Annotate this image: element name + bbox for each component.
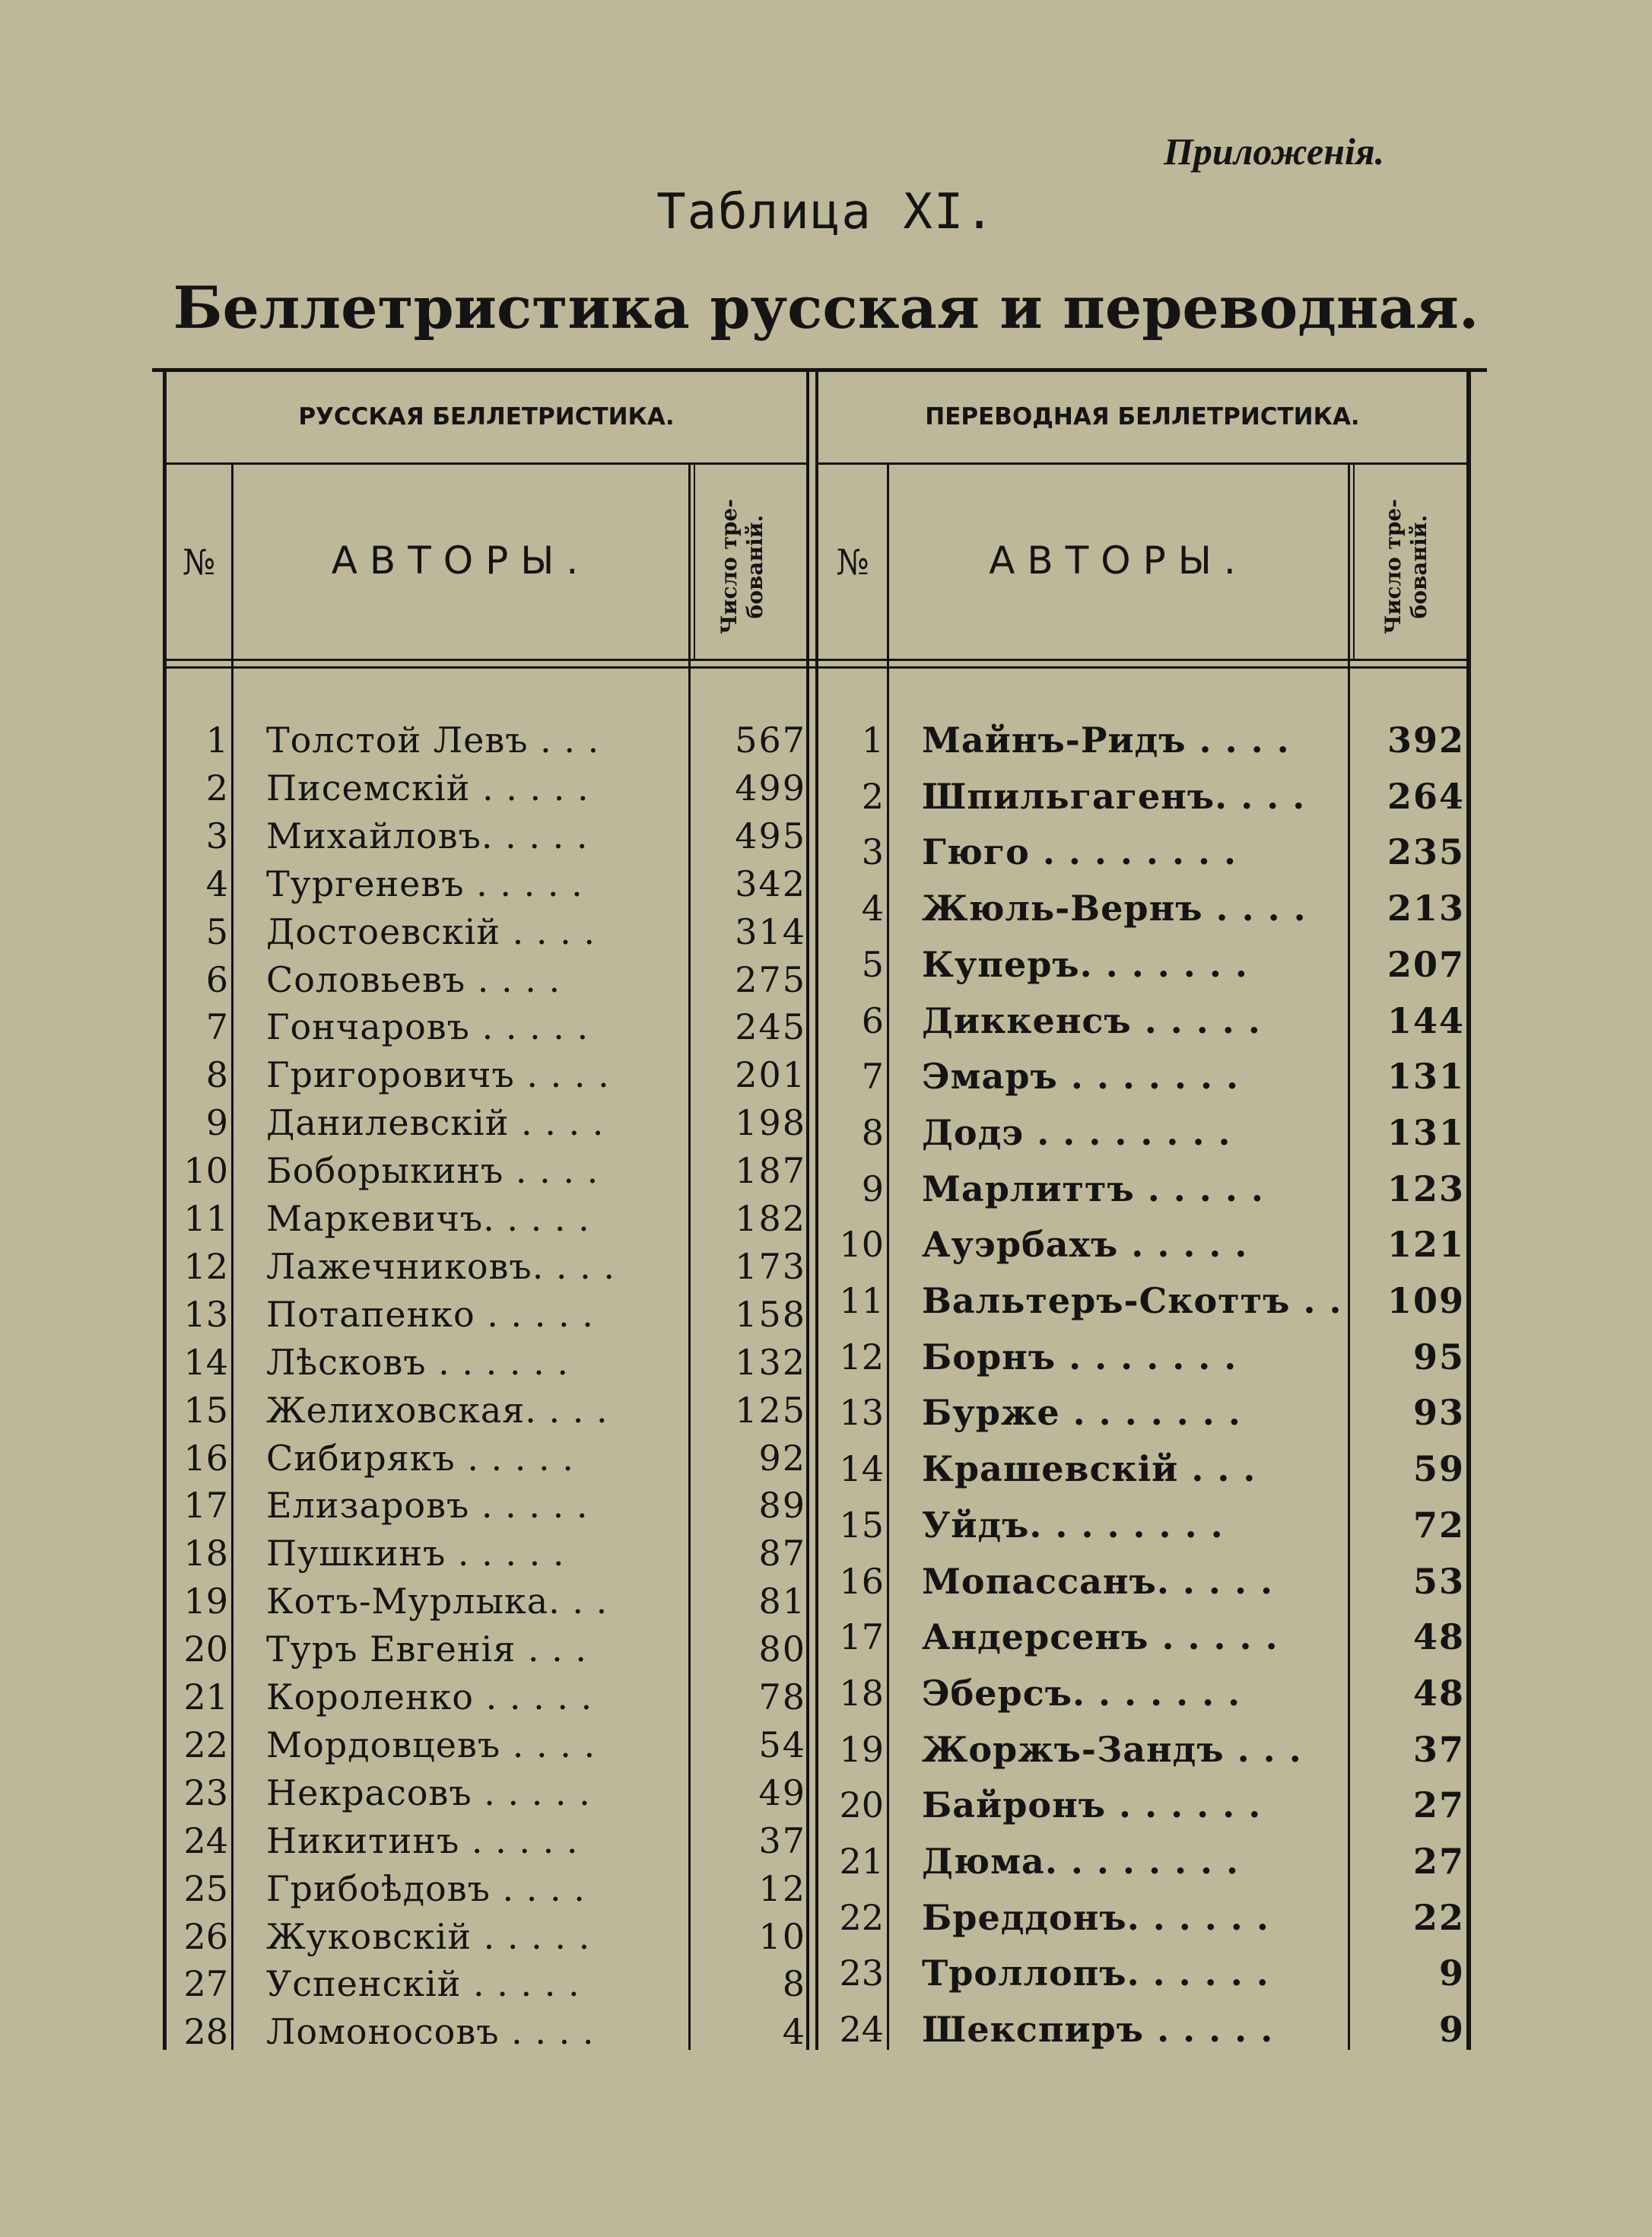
request-count: 49 [758,1771,806,1813]
author-name: Марлиттъ . . . . . [922,1168,1264,1209]
request-count: 27 [1412,1841,1465,1882]
author-name: Боборыкинъ . . . . [266,1150,599,1192]
ru-count-col-rule-a [688,465,691,2050]
request-count: 314 [735,910,806,952]
row-number: 7 [861,1056,884,1098]
author-name: Лѣсковъ . . . . . . [266,1341,569,1383]
author-name: Шпильгагенъ. . . . [922,775,1306,817]
row-number: 16 [839,1560,884,1602]
request-count: 187 [735,1150,806,1192]
russian-no-header: № [182,542,216,583]
request-count: 392 [1387,720,1465,761]
request-count: 144 [1387,999,1465,1041]
author-name: Майнъ-Ридъ . . . . [922,720,1290,761]
author-name: Толстой Левъ . . . [266,720,600,761]
author-name: Бурже . . . . . . . [922,1392,1241,1434]
author-name: Григоровичъ . . . . [266,1054,610,1096]
row-number: 26 [183,1915,228,1957]
tr-count-col-rule-a [1348,465,1350,2050]
request-count: 4 [782,2011,806,2053]
request-count: 78 [758,1676,806,1717]
request-count: 53 [1412,1560,1465,1602]
request-count: 342 [735,863,806,904]
row-number: 16 [183,1437,228,1479]
row-number: 13 [839,1392,884,1434]
author-name: Ломоносовъ . . . . [266,2011,595,2053]
request-count: 213 [1387,888,1465,929]
translated-requests-header-line1: Число тре- [1380,499,1406,634]
author-name: Бреддонъ. . . . . . [922,1896,1269,1938]
row-number: 1 [861,720,884,761]
request-count: 264 [1387,775,1465,817]
row-number: 17 [839,1616,884,1658]
row-number: 7 [205,1006,228,1048]
row-number: 18 [183,1533,228,1574]
request-count: 22 [1412,1896,1465,1938]
row-number: 15 [183,1389,228,1431]
row-number: 19 [183,1581,228,1622]
row-number: 22 [183,1724,228,1765]
row-number: 5 [205,910,228,952]
row-number: 18 [839,1672,884,1714]
author-name: Писемскій . . . . . [266,767,589,809]
translated-no-header: № [836,542,869,583]
request-count: 37 [758,1819,806,1861]
section-heading-rule-left [167,462,806,465]
author-name: Никитинъ . . . . . [266,1819,579,1861]
row-number: 6 [205,958,228,1000]
author-name: Куперъ. . . . . . . [922,943,1248,985]
request-count: 109 [1387,1280,1465,1321]
author-name: Гюго . . . . . . . . [922,831,1237,873]
author-name: Байронъ . . . . . . [922,1784,1262,1826]
request-count: 121 [1387,1224,1465,1266]
request-count: 499 [735,767,806,809]
request-count: 12 [758,1867,806,1909]
author-name: Данилевскій . . . . [266,1102,605,1144]
row-number: 19 [839,1728,884,1770]
author-name: Эберсъ. . . . . . . [922,1672,1241,1714]
row-number: 2 [861,775,884,817]
row-number: 24 [183,1819,228,1861]
author-name: Елизаровъ . . . . . [266,1485,589,1527]
ru-no-col-rule [231,465,234,2050]
author-name: Жуковскій . . . . . [266,1915,591,1957]
request-count: 275 [735,958,806,1000]
left-border [163,372,167,2050]
request-count: 201 [735,1054,806,1096]
row-number: 10 [839,1224,884,1266]
request-count: 495 [735,815,806,856]
row-number: 10 [183,1150,228,1192]
request-count: 8 [782,1963,806,2005]
request-count: 9 [1438,2009,1465,2051]
author-name: Соловьевъ . . . . [266,958,561,1000]
author-name: Грибоѣдовъ . . . . [266,1867,586,1909]
ru-count-col-rule-b [694,465,695,659]
row-number: 17 [183,1485,228,1527]
row-number: 23 [183,1771,228,1813]
author-name: Туръ Евгенія . . . [266,1628,588,1670]
appendix-label: Приложенія. [1164,130,1385,173]
request-count: 48 [1412,1672,1465,1714]
author-name: Крашевскій . . . [922,1448,1256,1490]
author-name: Успенскій . . . . . [266,1963,580,2005]
row-number: 22 [839,1896,884,1938]
row-number: 4 [205,863,228,904]
request-count: 245 [735,1006,806,1048]
author-name: Котъ-Мурлыка. . . [266,1581,608,1622]
header-rule-b [167,666,1466,669]
author-name: Сибирякъ . . . . . [266,1437,574,1479]
author-name: Дюма. . . . . . . . [922,1841,1240,1882]
middle-divider-b [815,372,818,2050]
row-number: 5 [861,943,884,985]
row-number: 25 [183,1867,228,1909]
request-count: 48 [1412,1616,1465,1658]
request-count: 132 [735,1341,806,1383]
request-count: 207 [1387,943,1465,985]
russian-authors-header: АВТОРЫ. [331,539,591,583]
author-name: Михайловъ. . . . . [266,815,589,856]
row-number: 27 [183,1963,228,2005]
translated-authors-header: АВТОРЫ. [989,539,1248,583]
request-count: 235 [1387,831,1465,873]
author-name: Ауэрбахъ . . . . . [922,1224,1248,1266]
author-name: Тургеневъ . . . . . [266,863,583,904]
row-number: 20 [839,1784,884,1826]
author-name: Мопассанъ. . . . . [922,1560,1273,1602]
request-count: 92 [758,1437,806,1479]
author-name: Желиховская. . . . [266,1389,608,1431]
top-rule [152,368,1487,372]
request-count: 89 [758,1485,806,1527]
russian-section-heading: РУССКАЯ БЕЛЛЕТРИСТИКА. [298,403,675,431]
russian-requests-header [716,487,770,647]
row-number: 8 [205,1054,228,1096]
request-count: 131 [1387,1111,1465,1153]
author-name: Потапенко . . . . . [266,1293,594,1335]
row-number: 24 [839,2009,884,2051]
row-number: 9 [861,1168,884,1209]
page-title: Беллетристика русская и переводная. [173,274,1479,342]
request-count: 81 [758,1581,806,1622]
row-number: 28 [183,2011,228,2053]
row-number: 23 [839,1953,884,1994]
request-count: 9 [1438,1953,1465,1994]
request-count: 567 [735,720,806,761]
russian-requests-header-line2: бованій. [742,514,767,619]
request-count: 173 [735,1245,806,1287]
translated-requests-header [1380,487,1434,647]
row-number: 3 [205,815,228,856]
row-number: 13 [183,1293,228,1335]
right-border [1466,372,1471,2050]
author-name: Маркевичъ. . . . . [266,1198,590,1239]
request-count: 131 [1387,1056,1465,1098]
translated-requests-header-line2: бованій. [1406,514,1431,619]
row-number: 4 [861,888,884,929]
row-number: 14 [839,1448,884,1490]
author-name: Вальтеръ-Скоттъ . . [922,1280,1342,1321]
row-number: 15 [839,1504,884,1546]
row-number: 8 [861,1111,884,1153]
author-name: Эмаръ . . . . . . . [922,1056,1240,1098]
request-count: 27 [1412,1784,1465,1826]
author-name: Андерсенъ . . . . . [922,1616,1279,1658]
translated-section-heading: ПЕРЕВОДНАЯ БЕЛЛЕТРИСТИКА. [925,403,1360,431]
request-count: 95 [1412,1336,1465,1377]
author-name: Достоевскій . . . . [266,910,596,952]
row-number: 2 [205,767,228,809]
row-number: 12 [183,1245,228,1287]
row-number: 11 [183,1198,228,1239]
row-number: 3 [861,831,884,873]
middle-divider-a [806,372,809,2050]
request-count: 10 [758,1915,806,1957]
author-name: Пушкинъ . . . . . [266,1533,565,1574]
request-count: 72 [1412,1504,1465,1546]
author-name: Мордовцевъ . . . . [266,1724,596,1765]
tr-count-col-rule-b [1353,465,1355,659]
author-name: Борнъ . . . . . . . [922,1336,1237,1377]
row-number: 21 [839,1841,884,1882]
row-number: 11 [839,1280,884,1321]
author-name: Троллопъ. . . . . . [922,1953,1269,1994]
russian-requests-header-line1: Число тре- [716,499,742,634]
request-count: 123 [1387,1168,1465,1209]
row-number: 6 [861,999,884,1041]
author-name: Жоржъ-Зандъ . . . [922,1728,1302,1770]
table-number: Таблица XI. [656,184,996,240]
row-number: 1 [205,720,228,761]
author-name: Уйдъ. . . . . . . . [922,1504,1224,1546]
author-name: Некрасовъ . . . . . [266,1771,591,1813]
tr-no-col-rule [887,465,889,2050]
row-number: 20 [183,1628,228,1670]
request-count: 37 [1412,1728,1465,1770]
author-name: Жюль-Вернъ . . . . [922,888,1307,929]
author-name: Диккенсъ . . . . . [922,999,1261,1041]
author-name: Гончаровъ . . . . . [266,1006,589,1048]
author-name: Короленко . . . . . [266,1676,593,1717]
request-count: 93 [1412,1392,1465,1434]
request-count: 87 [758,1533,806,1574]
request-count: 80 [758,1628,806,1670]
author-name: Шекспиръ . . . . . [922,2009,1274,2051]
row-number: 14 [183,1341,228,1383]
request-count: 198 [735,1102,806,1144]
author-name: Лажечниковъ. . . . [266,1245,616,1287]
request-count: 158 [735,1293,806,1335]
row-number: 12 [839,1336,884,1377]
request-count: 182 [735,1198,806,1239]
section-heading-rule-right [818,462,1466,465]
row-number: 9 [205,1102,228,1144]
author-name: Додэ . . . . . . . . [922,1111,1231,1153]
request-count: 59 [1412,1448,1465,1490]
request-count: 125 [735,1389,806,1431]
request-count: 54 [758,1724,806,1765]
row-number: 21 [183,1676,228,1717]
header-rule-a [167,659,1466,661]
